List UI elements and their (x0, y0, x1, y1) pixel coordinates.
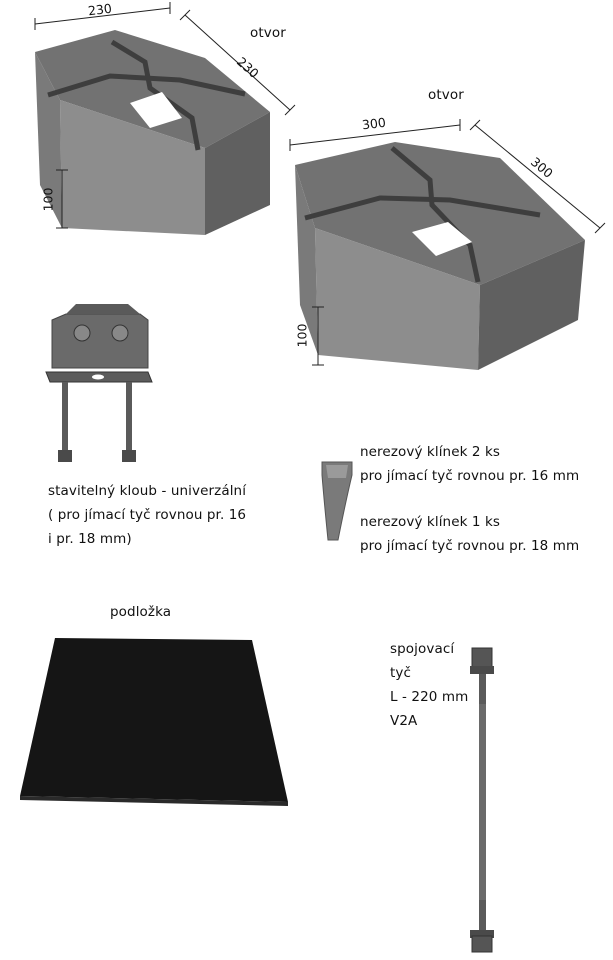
joint-caption-line: ( pro jímací tyč rovnou pr. 16 (48, 507, 247, 523)
rod-text-line: tyč (390, 665, 412, 681)
rod-text-line: L - 220 mm (390, 689, 469, 705)
small-block-depth-dimension: 230 (234, 53, 262, 82)
wedge-text-line: pro jímací tyč rovnou pr. 16 mm (360, 468, 580, 484)
small-block-width-dimension: 230 (87, 0, 113, 19)
rod-text-line: V2A (390, 713, 418, 729)
large-block-width-dimension: 300 (361, 114, 387, 133)
large-block-hole-label: otvor (428, 87, 464, 103)
small-block-height-dimension: 100 (40, 187, 56, 212)
pad-label: podložka (110, 604, 172, 620)
joint-caption-line: i pr. 18 mm) (48, 531, 132, 547)
joint-caption-line: stavitelný kloub - univerzální (48, 483, 247, 499)
rod-text-line: spojovací (390, 641, 455, 657)
small-block-hole-label: otvor (250, 25, 286, 41)
wedge-text-line: pro jímací tyč rovnou pr. 18 mm (360, 538, 580, 554)
wedge-text-line: nerezový klínek 1 ks (360, 514, 501, 530)
large-block-depth-dimension: 300 (527, 154, 556, 181)
wedge-text-line: nerezový klínek 2 ks (360, 444, 501, 460)
large-block-height-dimension: 100 (294, 323, 310, 348)
